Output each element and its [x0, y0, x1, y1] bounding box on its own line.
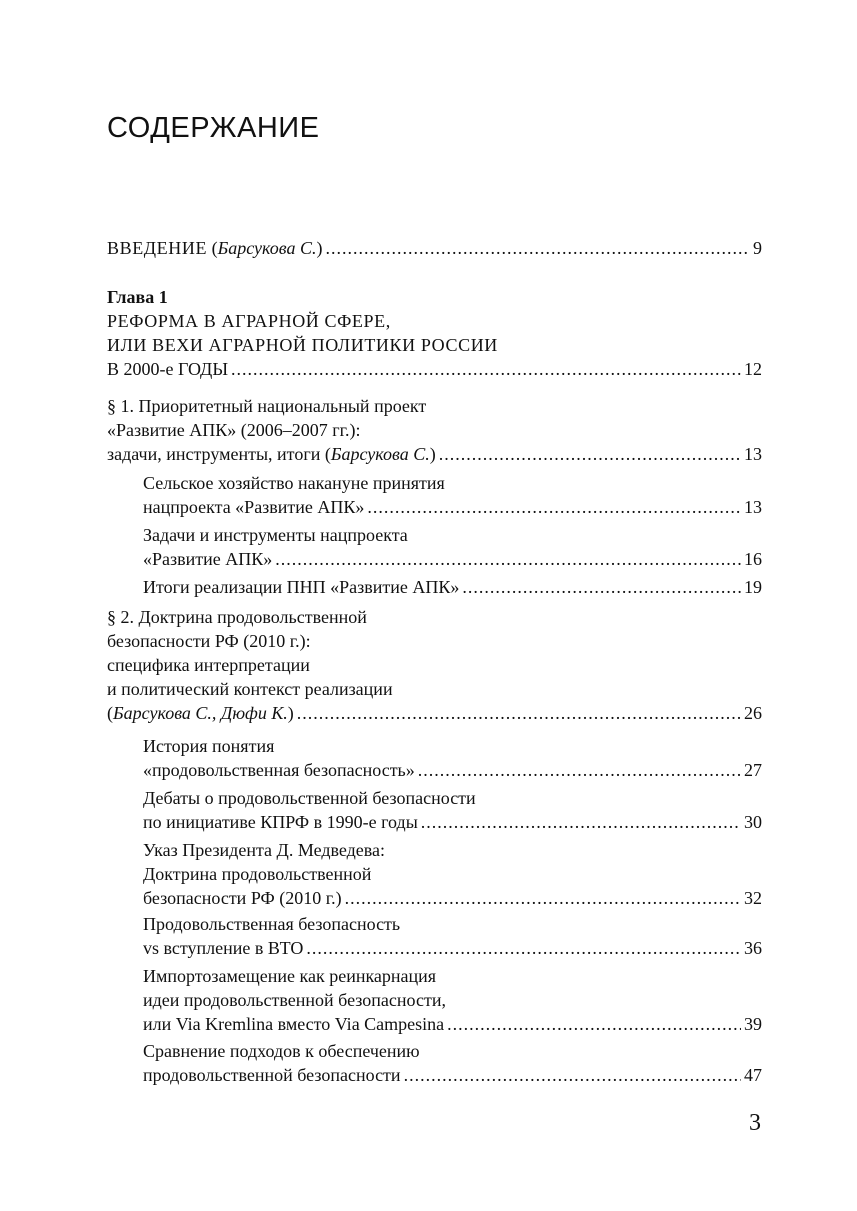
dot-leader: [418, 758, 741, 782]
entry-title-line: и политический контекст реализации: [107, 679, 393, 699]
entry-title-line: продовольственной безопасности: [143, 1065, 401, 1085]
entry-page-number: 13: [744, 444, 762, 464]
entry-author: Барсукова С., Дюфи К.: [113, 703, 288, 723]
entry-page-number: 12: [744, 359, 762, 379]
entry-page-number: 30: [744, 812, 762, 832]
entry-page-number: 13: [744, 497, 762, 517]
dot-leader: [462, 575, 741, 599]
entry-title-line: Указ Президента Д. Медведева:: [143, 840, 386, 860]
dot-leader: [404, 1063, 741, 1087]
entry-title-line: § 1. Приоритетный национальный проект: [107, 396, 427, 416]
entry-title-line: Сравнение подходов к обеспечению: [143, 1041, 420, 1061]
toc-subentry[interactable]: [143, 575, 762, 599]
dot-leader: [275, 547, 741, 571]
entry-title-line: vs вступление в ВТО: [143, 938, 304, 958]
entry-title-line: Задачи и инструменты нацпроекта: [143, 525, 408, 545]
entry-title-line: «Развитие АПК» (2006–2007 гг.):: [107, 420, 361, 440]
entry-title-line: «продовольственная безопасность»: [143, 760, 415, 780]
toc-subentry[interactable]: [143, 1039, 762, 1087]
entry-page-number: 27: [744, 760, 762, 780]
dot-leader: [367, 495, 741, 519]
entry-title-line: Доктрина продовольственной: [143, 864, 372, 884]
entry-title-line: История понятия: [143, 736, 275, 756]
entry-title-line: или Via Kremlina вместо Via Campesina: [143, 1014, 445, 1034]
entry-label: ВВЕДЕНИЕ: [107, 238, 208, 258]
toc-entry-section-2[interactable]: § 2. Доктрина продовольственной безопасности РФ (2010 г.): специфика интерпретации и политический контекст реализации (Барсукова С., Дюфи К.) ..... 26: [107, 605, 762, 725]
entry-title-line: Продовольственная безопасность: [143, 914, 401, 934]
entry-author: Барсукова С.: [217, 238, 317, 258]
dot-leader: [447, 1012, 741, 1036]
entry-title-line: Итоги реализации ПНП «Развитие АПК»: [143, 577, 460, 597]
entry-title-line: § 2. Доктрина продовольственной: [107, 607, 367, 627]
page-title: СОДЕРЖАНИЕ: [107, 112, 320, 144]
entry-page-number: 26: [744, 703, 762, 723]
entry-page-number: 47: [744, 1065, 762, 1085]
entry-page-number: 32: [744, 888, 762, 908]
entry-title-line: по инициативе КПРФ в 1990-е годы: [143, 812, 418, 832]
dot-leader: [306, 936, 741, 960]
toc-entry-chapter-1[interactable]: [107, 309, 762, 381]
dot-leader: [325, 236, 750, 260]
entry-author: Барсукова С.: [330, 444, 430, 464]
entry-title-line: Дебаты о продовольственной безопасности: [143, 788, 476, 808]
entry-title-line: идеи продовольственной безопасности,: [143, 990, 446, 1010]
chapter-title-line: ИЛИ ВЕХИ АГРАРНОЙ ПОЛИТИКИ РОССИИ: [107, 335, 498, 355]
entry-title-line: нацпроекта «Развитие АПК»: [143, 497, 365, 517]
toc-subentry[interactable]: [143, 734, 762, 782]
toc-subentry[interactable]: [143, 523, 762, 571]
page-number: 3: [749, 1110, 761, 1136]
entry-page-number: 39: [744, 1014, 762, 1034]
entry-page-number: 9: [753, 238, 762, 258]
chapter-title-line: РЕФОРМА В АГРАРНОЙ СФЕРЕ,: [107, 311, 391, 331]
dot-leader: [421, 810, 741, 834]
chapter-title-line: В 2000-е ГОДЫ: [107, 359, 229, 379]
toc-entry-introduction[interactable]: ВВЕДЕНИЕ (Барсукова С.) ..... 9: [107, 236, 762, 260]
entry-page-number: 16: [744, 549, 762, 569]
entry-title-line: Импортозамещение как реинкарнация: [143, 966, 437, 986]
entry-page-number: 36: [744, 938, 762, 958]
entry-page-number: 19: [744, 577, 762, 597]
dot-leader: [231, 357, 741, 381]
toc-subentry[interactable]: [143, 912, 762, 960]
chapter-label: Глава 1: [107, 287, 168, 307]
toc-subentry[interactable]: [143, 838, 762, 910]
toc-subentry[interactable]: [143, 786, 762, 834]
entry-title-line: Сельское хозяйство накануне принятия: [143, 473, 445, 493]
dot-leader: [297, 701, 741, 725]
entry-title-line: безопасности РФ (2010 г.):: [107, 631, 311, 651]
dot-leader: [345, 886, 741, 910]
toc-subentry[interactable]: [143, 471, 762, 519]
dot-leader: [439, 442, 741, 466]
toc-subentry[interactable]: [143, 964, 762, 1036]
toc-entry-section-1[interactable]: § 1. Приоритетный национальный проект «Развитие АПК» (2006–2007 гг.): задачи, инструменты, итоги (Барсукова С.) ..... 13: [107, 394, 762, 466]
entry-title-line: безопасности РФ (2010 г.): [143, 888, 342, 908]
entry-title-line: «Развитие АПК»: [143, 549, 273, 569]
entry-title-line: специфика интерпретации: [107, 655, 310, 675]
